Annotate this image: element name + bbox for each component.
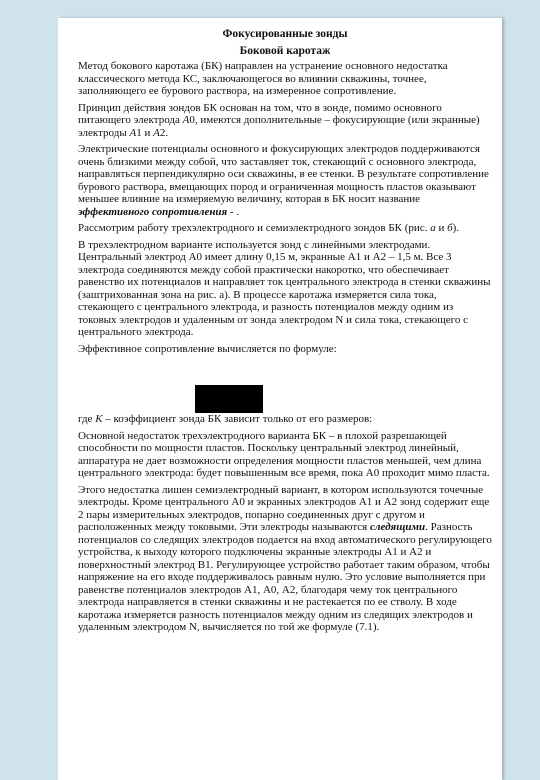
paragraph-drawback: Основной недостаток трехэлектродного варианта БК – в плохой разрешающей способности по мощности пластов. Поскольку центральный электрод линейный, аппаратура не дает возможности определения мощности пластов меньшей, чем длина центрального электрода: будет повышенным все время, пока А0 проходит мимо пласта. <box>78 429 490 479</box>
paragraph-potentials: Электрические потенциалы основного и фокусирующих электродов поддерживаются очень близкими между собой, что заставляет ток, стекающий с основного электрода, направляться перпендикулярно оси скважины, в ее стенки. В результате сопротивление бурового раствора, вмещающих пород и ограниченная мощность пластов оказывают меньшее влияние на измеряемую величину, которая в БК носит название эффективного сопротивления - . <box>78 143 489 218</box>
paragraph-formula-intro: Эффективное сопротивление вычисляется по формуле: <box>78 342 337 355</box>
paragraph-principle: Принцип действия зондов БК основан на том, что в зонде, помимо основного питающего электрода А0, имеются дополнительные – фокусирующие (или экранные) электроды А1 и А2. <box>78 101 480 139</box>
paragraph-zonds: Рассмотрим работу трехэлектродного и семиэлектродного зондов БК (рис. а и б). <box>78 222 460 234</box>
document-subtitle: Боковой каротаж <box>239 45 331 57</box>
formula-image <box>195 385 263 413</box>
paragraph-three-electrode: В трехэлектродном варианте используется зонд с линейными электродами. Центральный электрод А0 имеет длину 0,15 м, экранные А1 и А2 – 1,5 м. Все 3 электрода соединяются между собой практически накоротко, что обеспечивает равенство их потенциалов и направляет ток центрального электрода в стенки скважины (заштрихованная зона на рис. а). В процессе каротажа измеряется сила тока, стекающего с центрального электрода, и разность потенциалов между одним из токовых электродов и удаленным от зонда электродом N и сила тока, стекающего с центрального электрода. <box>78 238 491 338</box>
paragraph-coefficient: где К – коэффициент зонда БК зависит только от его размеров: <box>78 413 373 425</box>
paragraph-seven-electrode: Этого недостатка лишен семиэлектродный вариант, в котором используются точечные электроды. Кроме центрального А0 и экранных электродов А1 и А2 зонд содержит еще 2 пары измерительных электродов, попарно соединенных друг с другом и расположенных между токовыми. Эти электроды называются следящими. Разность потенциалов со следящих электродов подается на вход автоматического регулирующего устройства, к выходу которого подключены экранные электроды А1 и А2 и поверхностный электрод В1. Регулирующее устройство работает таким образом, чтобы напряжение на его входе поддерживалось равным нулю. Это условие выполняется при равенстве потенциалов электродов А1, А0, А2, благодаря чему ток центрального электрода направляется в стенки скважины и не растекается по ее стволу. В ходе каротажа измеряется разность потенциалов между одним из следящих электродов и удаленным электродом N, вычисляется по той же формуле (7.1). <box>78 483 492 633</box>
document-title: Фокусированные зонды <box>222 28 348 40</box>
paragraph-intro: Метод бокового каротажа (БК) направлен на устранение основного недостатка классического метода КС, заключающегося во влиянии скважины, точнее, заполняющего ее бурового раствора, на измеренное сопротивление. <box>78 60 448 97</box>
document-page <box>58 18 502 780</box>
